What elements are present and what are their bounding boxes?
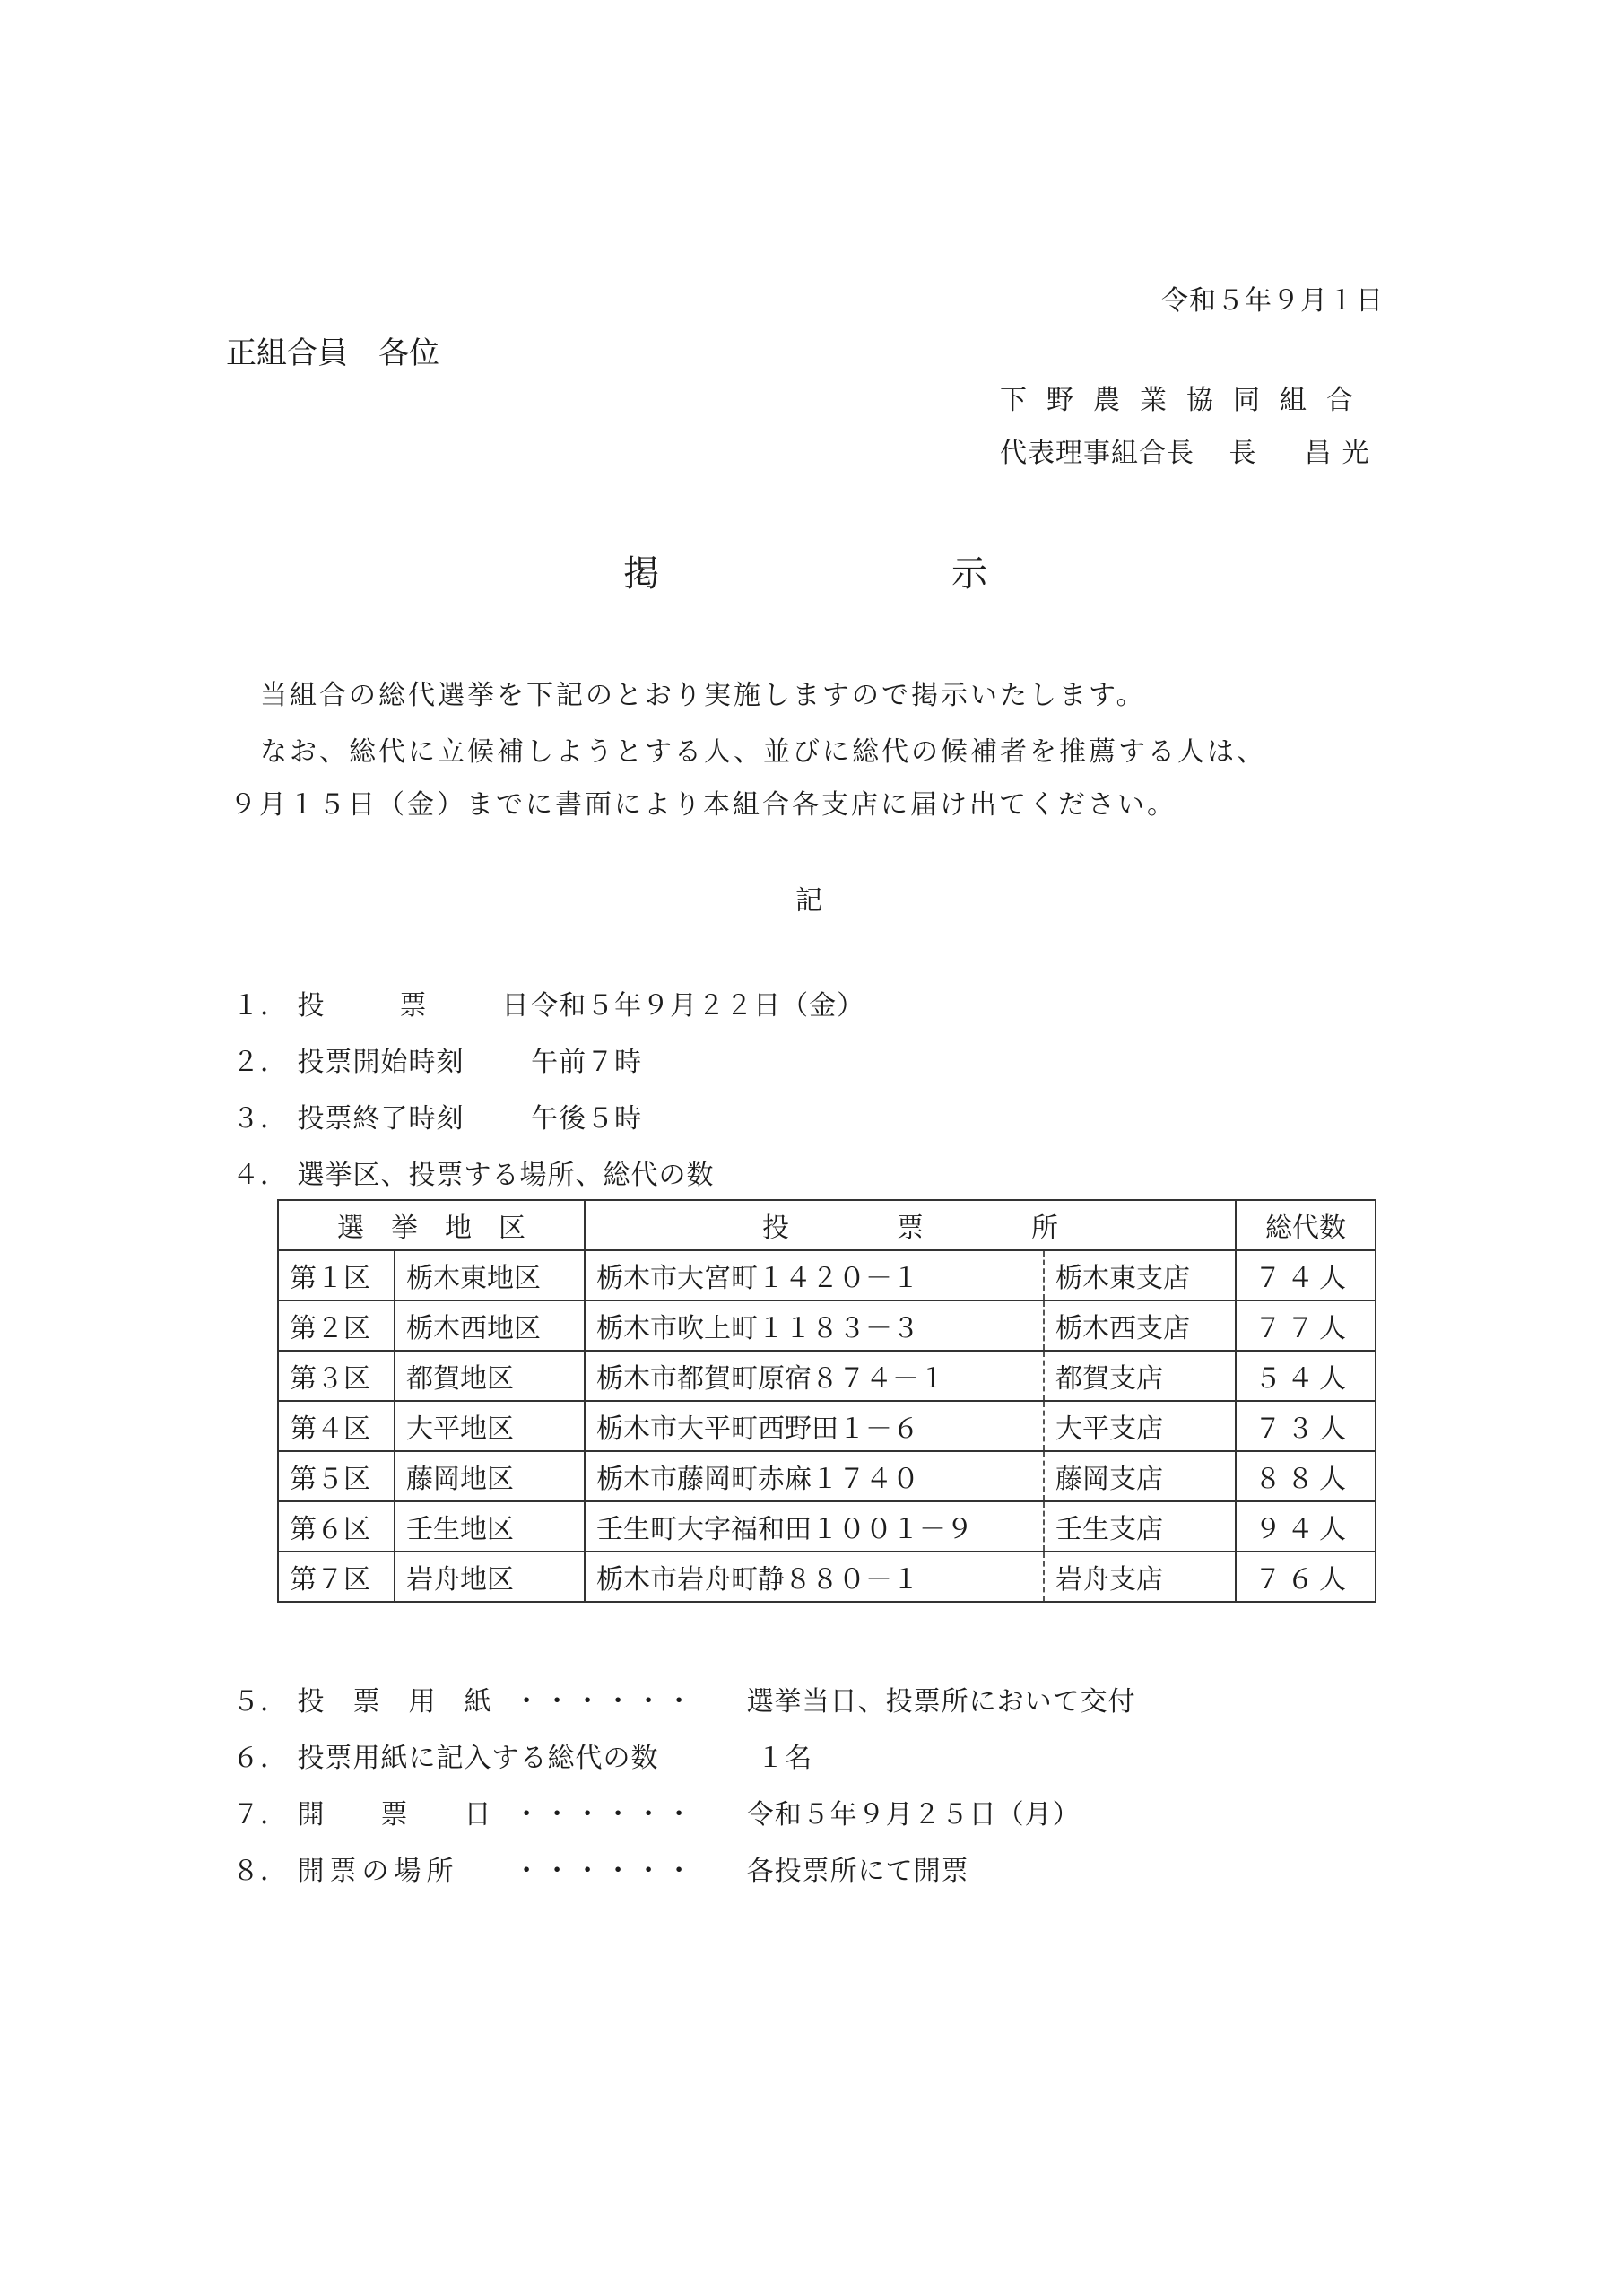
table-row	[278, 1300, 1376, 1351]
cell-address: 栃木市都賀町原宿８７４－１	[585, 1351, 1044, 1401]
item-value: 午前７時	[531, 1047, 643, 1078]
item-label: 選挙区、投票する場所、総代の数	[297, 1160, 715, 1191]
cell-address: 栃木市吹上町１１８３－３	[585, 1300, 1044, 1351]
issuer-org	[1000, 378, 1384, 417]
cell-area: 壬生地区	[395, 1501, 585, 1552]
cell-ku: 第５区	[278, 1451, 395, 1501]
cell-count: ７６人	[1236, 1552, 1376, 1602]
cell-count: ５４人	[1236, 1351, 1376, 1401]
item-number: ２．	[232, 1047, 288, 1078]
item-6	[232, 1735, 812, 1775]
cell-area: 栃木西地区	[395, 1300, 585, 1351]
item-number: ７．	[232, 1799, 288, 1831]
cell-address: 壬生町大字福和田１００１－９	[585, 1501, 1044, 1552]
issuer-org-text: 下野農業協同組合	[1000, 385, 1373, 416]
item-label: 投票用紙に記入する総代の数	[297, 1743, 659, 1774]
cell-branch: 壬生支店	[1044, 1501, 1236, 1552]
item-number: ８．	[232, 1856, 288, 1887]
item-number: ６．	[232, 1743, 288, 1774]
item-dots: ・・・・・・	[513, 1686, 697, 1718]
table-row	[278, 1351, 1376, 1401]
cell-count: ７３人	[1236, 1401, 1376, 1451]
table-row	[278, 1451, 1376, 1501]
cell-ku: 第７区	[278, 1552, 395, 1602]
cell-count: ８８人	[1236, 1451, 1376, 1501]
body-line-1: 当組合の総代選挙を下記のとおり実施しますので掲示いたします。	[260, 680, 1146, 711]
cell-ku: 第２区	[278, 1300, 395, 1351]
table-row	[278, 1552, 1376, 1602]
item-label: 投 票 用 紙	[297, 1686, 492, 1718]
item-number: １．	[232, 990, 288, 1022]
item-7	[232, 1792, 1081, 1831]
cell-count: ９４人	[1236, 1501, 1376, 1552]
cell-branch: 栃木東支店	[1044, 1250, 1236, 1300]
item-3	[232, 1096, 642, 1135]
item-label: 投 票 日	[297, 990, 536, 1022]
header-district: 選 挙 地 区	[278, 1200, 585, 1250]
body-line-3: ９月１５日（金）までに書面により本組合各支店に届け出てください。	[230, 789, 1177, 821]
cell-address: 栃木市大宮町１４２０－１	[585, 1250, 1044, 1300]
issuer-representative	[1000, 430, 1380, 470]
district-table	[277, 1199, 1376, 1603]
cell-ku: 第３区	[278, 1351, 395, 1401]
cell-area: 大平地区	[395, 1401, 585, 1451]
item-4	[232, 1152, 715, 1192]
table-header-row	[278, 1200, 1376, 1250]
item-number: ３．	[232, 1103, 288, 1135]
item-value: 選挙当日、投票所において交付	[746, 1686, 1136, 1718]
item-dots: ・・・・・・	[513, 1799, 697, 1831]
item-value: １名	[757, 1743, 813, 1774]
cell-ku: 第１区	[278, 1250, 395, 1300]
item-5	[232, 1679, 1136, 1718]
cell-area: 栃木東地区	[395, 1250, 585, 1300]
issuer-rep-title: 代表理事組合長	[1000, 438, 1194, 469]
cell-branch: 栃木西支店	[1044, 1300, 1236, 1351]
body-line-2: なお、総代に立候補しようとする人、並びに総代の候補者を推薦する人は、	[260, 736, 1266, 768]
ki-heading: 記	[795, 885, 823, 917]
cell-branch: 岩舟支店	[1044, 1552, 1236, 1602]
item-number: ４．	[232, 1160, 288, 1191]
header-polling-place: 投 票 所	[585, 1200, 1236, 1250]
table-row	[278, 1501, 1376, 1552]
notice-date: 令和５年９月１日	[1161, 285, 1384, 317]
item-8	[232, 1848, 969, 1888]
cell-branch: 都賀支店	[1044, 1351, 1236, 1401]
cell-count: ７７人	[1236, 1300, 1376, 1351]
item-value: 令和５年９月２５日（月）	[746, 1799, 1081, 1831]
item-value: 午後５時	[531, 1103, 643, 1135]
cell-address: 栃木市岩舟町静８８０－１	[585, 1552, 1044, 1602]
cell-area: 都賀地区	[395, 1351, 585, 1401]
cell-address: 栃木市藤岡町赤麻１７４０	[585, 1451, 1044, 1501]
title-char-1: 掲	[623, 553, 659, 595]
header-delegate-count: 総代数	[1236, 1200, 1376, 1250]
cell-ku: 第４区	[278, 1401, 395, 1451]
cell-area: 藤岡地区	[395, 1451, 585, 1501]
table-row	[278, 1401, 1376, 1451]
item-label: 開 票 日	[297, 1799, 492, 1831]
item-2	[232, 1039, 642, 1079]
item-value: 各投票所にて開票	[746, 1856, 969, 1887]
cell-address: 栃木市大平町西野田１－６	[585, 1401, 1044, 1451]
cell-branch: 大平支店	[1044, 1401, 1236, 1451]
item-label: 投票終了時刻	[297, 1103, 465, 1135]
item-value: 令和５年９月２２日（金）	[531, 990, 865, 1022]
table-row	[278, 1250, 1376, 1300]
issuer-rep-name: 長 昌光	[1229, 438, 1380, 469]
cell-branch: 藤岡支店	[1044, 1451, 1236, 1501]
item-number: ５．	[232, 1686, 288, 1718]
cell-ku: 第６区	[278, 1501, 395, 1552]
cell-count: ７４人	[1236, 1250, 1376, 1300]
item-1	[232, 983, 864, 1022]
cell-area: 岩舟地区	[395, 1552, 585, 1602]
item-label: 投票開始時刻	[297, 1047, 465, 1078]
title-char-2: 示	[951, 553, 987, 595]
item-label: 開票の場所	[297, 1856, 459, 1887]
item-dots: ・・・・・・	[513, 1856, 697, 1887]
addressee: 正組合員 各位	[226, 335, 439, 371]
